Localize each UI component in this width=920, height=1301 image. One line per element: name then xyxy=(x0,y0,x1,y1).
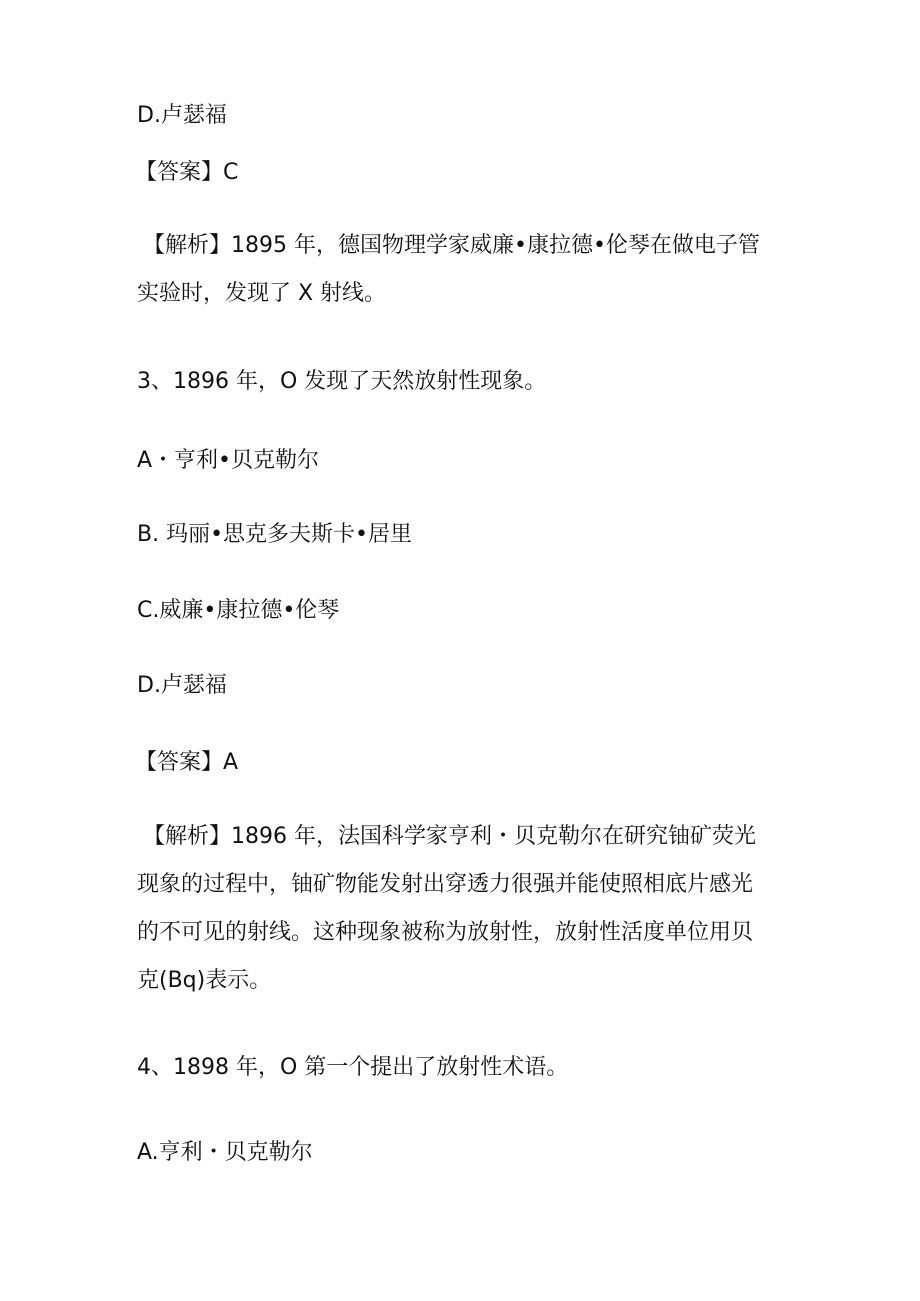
q2-analysis-line-2: 实验时，发现了 X 射线。 xyxy=(137,281,387,306)
q3-analysis-line-3: 的不可见的射线。这种现象被称为放射性，放射性活度单位用贝 xyxy=(137,920,754,945)
q3-option-a: A・亨利•贝克勒尔 xyxy=(137,448,320,473)
q4-question: 4、1898 年，O 第一个提出了放射性术语。 xyxy=(137,1055,569,1080)
q4-option-a: A.亨利・贝克勒尔 xyxy=(137,1140,313,1165)
q3-answer: 【答案】A xyxy=(135,750,239,775)
q3-analysis-line-2: 现象的过程中，铀矿物能发射出穿透力很强并能使照相底片感光 xyxy=(137,872,754,897)
q3-analysis-line-1: 【解析】1896 年，法国科学家亨利・贝克勒尔在研究铀矿荧光 xyxy=(143,824,756,849)
q3-question: 3、1896 年，O 发现了天然放射性现象。 xyxy=(137,369,547,394)
q2-answer: 【答案】C xyxy=(135,160,239,185)
q3-analysis-line-4: 克(Bq)表示。 xyxy=(137,968,272,993)
q3-option-d: D.卢瑟福 xyxy=(137,673,227,698)
q2-analysis-line-1: 【解析】1895 年，德国物理学家威廉•康拉德•伦琴在做电子管 xyxy=(143,233,760,258)
q3-option-c: C.威廉•康拉德•伦琴 xyxy=(137,598,340,623)
q2-option-d: D.卢瑟福 xyxy=(137,103,227,128)
q3-option-b: B. 玛丽•思克多夫斯卡•居里 xyxy=(137,522,413,547)
